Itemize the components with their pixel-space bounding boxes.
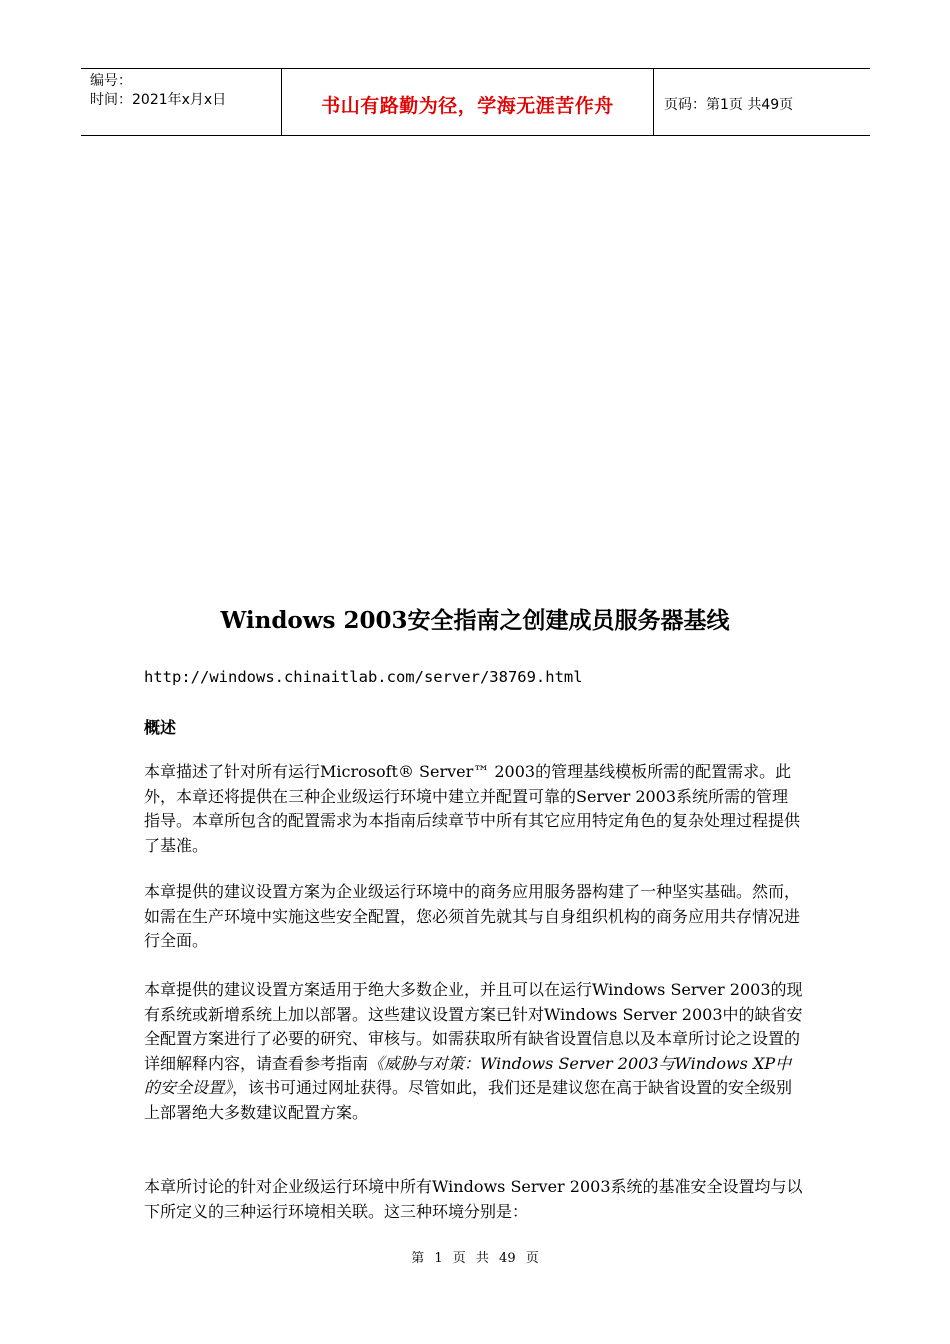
- document-title: Windows 2003安全指南之创建成员服务器基线: [220, 607, 730, 634]
- paragraph-3-text-end: ，该书可通过网址获得。尽管如此，我们还是建议您在高于缺省设置的安全级别上部署绝大多数建议配置方案。: [144, 1078, 793, 1122]
- motto: 书山有路勤为径，学海无涯苦作舟: [321, 94, 614, 117]
- paragraph-1: 本章描述了针对所有运行Microsoft® Server™ 2003的管理基线模板所需的配置需求。此外，本章还将提供在三种企业级运行环境中建立并配置可靠的Server 2003系统所需的管理指导。本章所包含的配置需求为本指南后续章节中所有其它应用特定角色的复杂处理过程提供了基准。: [144, 762, 801, 855]
- paragraph-3: [144, 978, 804, 1126]
- document-header: [81, 68, 870, 136]
- page-info: 页码：第1页 共49页: [664, 96, 794, 113]
- header-page-cell: [654, 69, 870, 135]
- paragraph-3-text: 本章提供的建议设置方案适用于绝大多数企业，并且可以在运行Windows Server 2003的现有系统或新增系统上加以部署。这些建议设置方案已针对Windows Server 2003中的缺省安全配置方案进行了必要的研究、审核与。如需获取所有缺省设置信息以及本章所讨论之设置的详细解释内容，请查看参考指南: [144, 980, 803, 1073]
- number-label: 编号：: [90, 73, 132, 89]
- source-url: http://windows.chinaitlab.com/server/38769.html: [144, 668, 583, 686]
- reference-book-title: 《威胁与对策：Windows Server 2003与Windows XP中的安全设置》: [144, 1053, 792, 1098]
- section-heading: 概述: [144, 718, 177, 737]
- page-footer: 第 1 页 共 49 页: [411, 1251, 539, 1266]
- time-label: 时间：2021年x月x日: [90, 92, 227, 108]
- paragraph-2: 本章提供的建议设置方案为企业级运行环境中的商务应用服务器构建了一种坚实基础。然而，如需在生产环境中实施这些安全配置，您必须首先就其与自身组织机构的商务应用共存情况进行全面。: [144, 882, 801, 951]
- paragraph-4: 本章所讨论的针对企业级运行环境中所有Windows Server 2003系统的基准安全设置均与以下所定义的三种运行环境相关联。这三种环境分别是：: [144, 1177, 803, 1221]
- header-motto-cell: [282, 69, 654, 135]
- header-meta-cell: [81, 69, 282, 135]
